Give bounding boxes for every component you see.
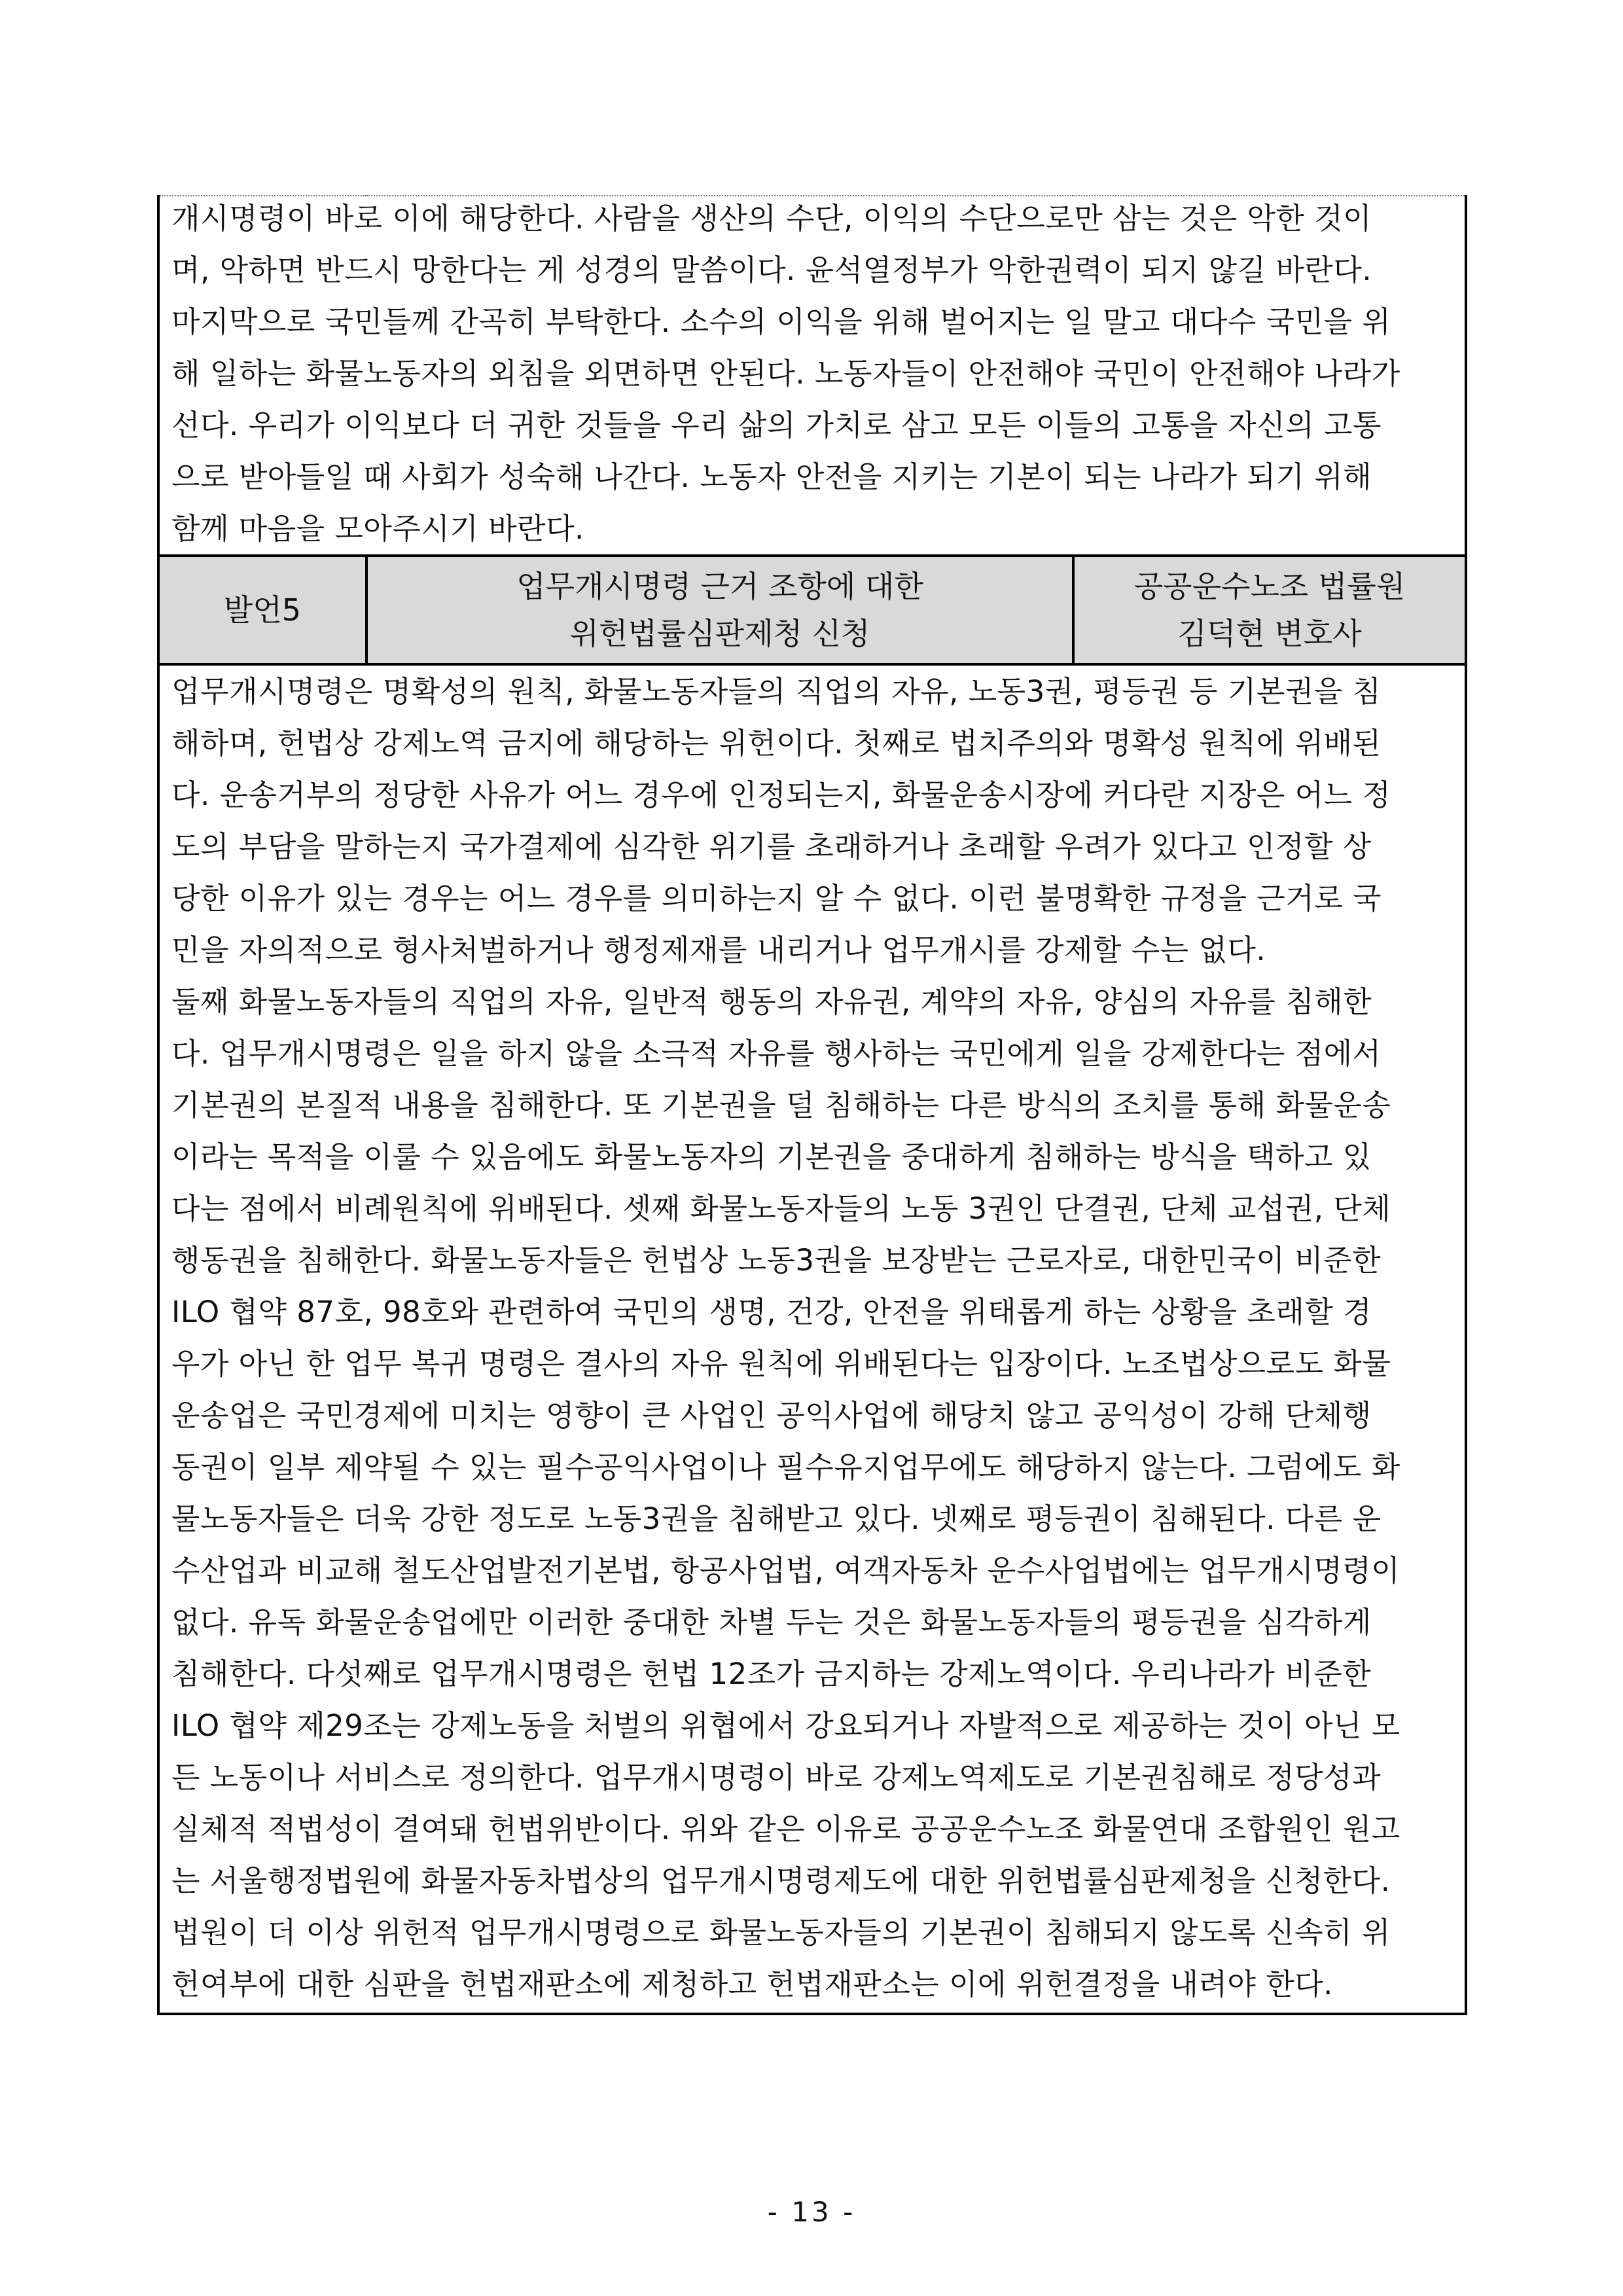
paragraph-2-line: 둘째 화물노동자들의 직업의 자유, 일반적 행동의 자유권, 계약의 자유, 양심의 자유를 침해한 [171, 984, 1372, 1019]
continuation-row [158, 196, 1466, 556]
paragraph-1-line: 도의 부담을 말하는지 국가결제에 심각한 위기를 초래하거나 초래할 우려가 있다고 인정할 상 [171, 829, 1372, 864]
paragraph-2-line: 수산업과 비교해 철도산업발전기본법, 항공사업법, 여객자동차 운수사업법에는 업무개시명령이 [171, 1553, 1400, 1588]
paragraph-1-line: 해하며, 헌법상 강제노역 금지에 해당하는 위헌이다. 첫째로 법치주의와 명확성 원칙에 위배된 [171, 726, 1382, 761]
paragraph-2-line: 다. 업무개시명령은 일을 하지 않을 소극적 자유를 행사하는 국민에게 일을 강제한다는 점에서 [171, 1036, 1382, 1071]
paragraph-2-line: 물노동자들은 더욱 강한 정도로 노동3권을 침해받고 있다. 넷째로 평등권이 침해된다. 다른 운 [171, 1501, 1382, 1536]
page-number: - 13 - [767, 2196, 856, 2228]
paragraph-2-line: 침해한다. 다섯째로 업무개시명령은 헌법 12조가 금지하는 강제노역이다. 우리나라가 비준한 [171, 1657, 1372, 1691]
paragraph-2-line: 없다. 유독 화물운송업에만 이러한 중대한 차별 두는 것은 화물노동자들의 평등권을 심각하게 [171, 1605, 1372, 1640]
continuation-line: 마지막으로 국민들께 간곡히 부탁한다. 소수의 이익을 위해 벌어지는 일 말고 대다수 국민을 위 [171, 304, 1391, 339]
paragraph-2-line: 기본권의 본질적 내용을 침해한다. 또 기본권을 덜 침해하는 다른 방식의 조치를 통해 화물운송 [171, 1088, 1391, 1122]
speech-header-row [158, 556, 1466, 664]
speaker-cell [1073, 556, 1466, 664]
speech-title-cell [366, 556, 1073, 664]
continuation-line: 개시명령이 바로 이에 해당한다. 사람을 생산의 수단, 이익의 수단으로만 삼는 것은 악한 것이 [171, 201, 1372, 236]
speech-title-line2: 위헌법률심판제청 신청 [569, 616, 870, 651]
paragraph-1-line: 민을 자의적으로 형사처벌하거나 행정제재를 내리거나 업무개시를 강제할 수는 없다. [171, 933, 1266, 967]
paragraph-1-line: 업무개시명령은 명확성의 원칙, 화물노동자들의 직업의 자유, 노동3권, 평등권 등 기본권을 침 [171, 674, 1382, 709]
continuation-line: 며, 악하면 반드시 망한다는 게 성경의 말씀이다. 윤석열정부가 악한권력이 되지 않길 바란다. [171, 253, 1372, 287]
continuation-cell [158, 196, 1466, 556]
paragraph-2-line: 든 노동이나 서비스로 정의한다. 업무개시명령이 바로 강제노역제도로 기본권침해로 정당성과 [171, 1760, 1382, 1795]
speaker-affiliation: 공공운수노조 법률원 [1133, 569, 1406, 604]
paragraph-2-line: 는 서울행정법원에 화물자동차법상의 업무개시명령제도에 대한 위헌법률심판제청을 신청한다. [171, 1863, 1391, 1898]
speech-label: 발언5 [223, 592, 302, 628]
paragraph-2-line: 이라는 목적을 이룰 수 있음에도 화물노동자의 기본권을 중대하게 침해하는 방식을 택하고 있 [171, 1139, 1372, 1174]
speech-body-cell [158, 664, 1466, 2014]
paragraph-2 [171, 976, 1453, 2010]
speech-body-text [160, 666, 1465, 2013]
speech-title-line1: 업무개시명령 근거 조항에 대한 [516, 569, 923, 604]
paragraph-2-line: 다는 점에서 비례원칙에 위배된다. 셋째 화물노동자들의 노동 3권인 단결권, 단체 교섭권, 단체 [171, 1191, 1391, 1226]
paragraph-2-line: ILO 협약 제29조는 강제노동을 처벌의 위협에서 강요되거나 자발적으로 제공하는 것이 아닌 모 [171, 1708, 1400, 1743]
speech-label-cell [158, 556, 366, 664]
paragraph-2-line: 동권이 일부 제약될 수 있는 필수공익사업이나 필수유지업무에도 해당하지 않는다. 그럼에도 화 [171, 1450, 1400, 1484]
paragraph-2-line: 행동권을 침해한다. 화물노동자들은 헌법상 노동3권을 보장받는 근로자로, 대한민국이 비준한 [171, 1243, 1382, 1278]
paragraph-1-line: 당한 이유가 있는 경우는 어느 경우를 의미하는지 알 수 없다. 이런 불명확한 규정을 근거로 국 [171, 881, 1382, 916]
paragraph-2-line: 운송업은 국민경제에 미치는 영향이 큰 사업인 공익사업에 해당치 않고 공익성이 강해 단체행 [171, 1398, 1372, 1433]
paragraph-2-line: 법원이 더 이상 위헌적 업무개시명령으로 화물노동자들의 기본권이 침해되지 않도록 신속히 위 [171, 1915, 1391, 1950]
continuation-text [160, 192, 1465, 554]
continuation-line: 선다. 우리가 이익보다 더 귀한 것들을 우리 삶의 가치로 삼고 모든 이들의 고통을 자신의 고통 [171, 408, 1382, 442]
paragraph-1 [171, 666, 1453, 976]
continuation-line: 으로 받아들일 때 사회가 성숙해 나간다. 노동자 안전을 지키는 기본이 되는 나라가 되기 위해 [171, 459, 1372, 494]
speaker-name: 김덕현 변호사 [1177, 616, 1362, 651]
continuation-line: 해 일하는 화물노동자의 외침을 외면하면 안된다. 노동자들이 안전해야 국민이 안전해야 나라가 [171, 356, 1400, 391]
paragraph-1-line: 다. 운송거부의 정당한 사유가 어느 경우에 인정되는지, 화물운송시장에 커다란 지장은 어느 정 [171, 778, 1391, 812]
paragraph-2-line: 우가 아닌 한 업무 복귀 명령은 결사의 자유 원칙에 위배된다는 입장이다. 노조법상으로도 화물 [171, 1346, 1391, 1381]
speech-table [157, 195, 1467, 2015]
speech-body-row [158, 664, 1466, 2014]
paragraph-2-line: 실체적 적법성이 결여돼 헌법위반이다. 위와 같은 이유로 공공운수노조 화물연대 조합원인 원고 [171, 1812, 1400, 1846]
paragraph-2-line: ILO 협약 87호, 98호와 관련하여 국민의 생명, 건강, 안전을 위태롭게 하는 상황을 초래할 경 [171, 1295, 1372, 1329]
paragraph-2-line: 헌여부에 대한 심판을 헌법재판소에 제청하고 헌법재판소는 이에 위헌결정을 내려야 한다. [171, 1967, 1333, 2001]
continuation-line: 함께 마음을 모아주시기 바란다. [171, 511, 584, 546]
